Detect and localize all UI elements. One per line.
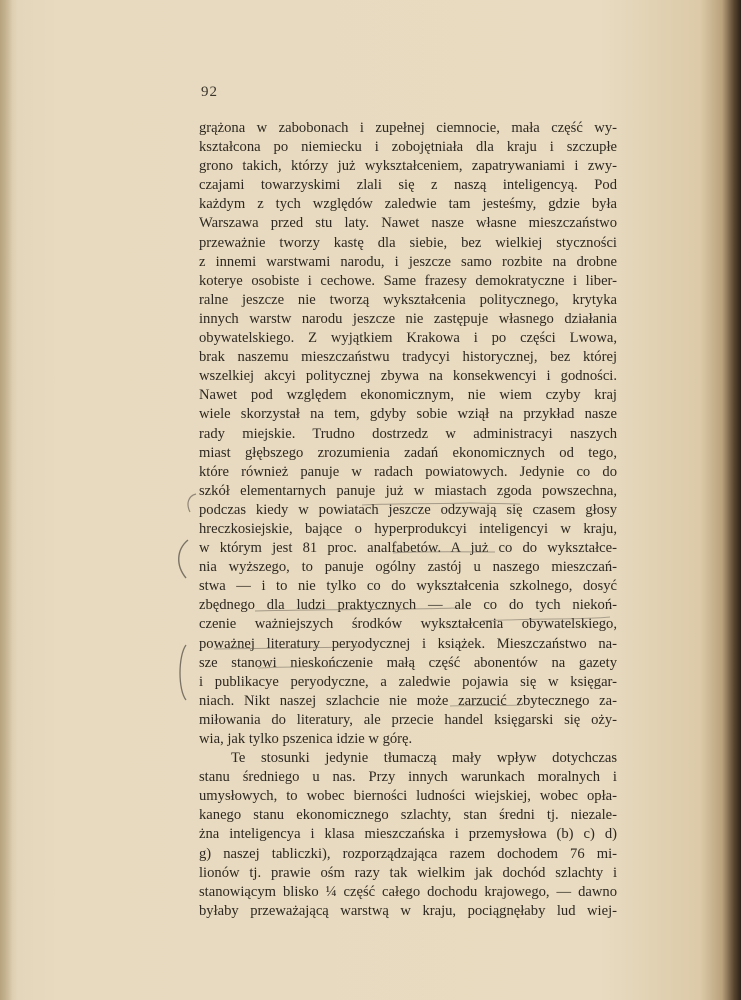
text-line: Nawet pod względem ekonomicznym, nie wiem czyby kraj: [199, 387, 617, 404]
text-line: wiele skorzystał na tem, gdyby sobie wziął na przykład nasze: [199, 406, 617, 423]
text-line: brak naszemu mieszczaństwu tradycyi historycznej, bez której: [199, 349, 617, 366]
text-line: zbędnego dla ludzi praktycznych — ale co do tych niekoń-: [199, 597, 617, 614]
text-line: żna inteligencya i klasa mieszczańska i przemysłowa (b) c) d): [199, 826, 617, 843]
text-line: przeważnie tworzy kastę dla siebie, bez wielkiej styczności: [199, 234, 617, 251]
text-line: stanowiącym blisko ¼ część całego dochodu krajowego, — dawno: [199, 883, 617, 900]
text-line: każdym z tych względów zaledwie tam jesteśmy, gdzie była: [199, 196, 617, 213]
text-line: byłaby przeważającą warstwą w kraju, pociągnęłaby lud wiej-: [199, 902, 617, 919]
text-line: sze stanowi nieskończenie małą część abonentów na gazety: [199, 654, 617, 671]
text-line: wszelkiej akcyi politycznej zbywa na konsekwencyi i godności.: [199, 368, 617, 385]
paragraph-1: [199, 119, 617, 749]
page-number: 92: [201, 84, 218, 100]
text-line: które również panuje w radach powiatowych. Jedynie co do: [199, 463, 617, 480]
text-line: poważnej literatury peryodycznej i książek. Mieszczaństwo na-: [199, 635, 617, 652]
text-line: lionów tj. prawie ośm razy tak wielkim jak dochód szlachty i: [199, 864, 617, 881]
text-line: hreczkosiejskie, bające o hyperprodukcyi inteligencyi w kraju,: [199, 520, 617, 537]
pencil-bracket-mark: [179, 540, 188, 578]
text-line: podczas kiedy w powiatach jeszcze odzywają się czasem głosy: [199, 501, 617, 518]
paragraph-2: [199, 749, 617, 921]
text-line: nia wyższego, to panuje ogólny zastój u naszego mieszczań-: [199, 559, 617, 576]
text-line: grążona w zabobonach i zupełnej ciemnocie, mała część wy-: [199, 120, 617, 136]
text-line: obywatelskiego. Z wyjątkiem Krakowa i po części Lwowa,: [199, 330, 617, 347]
text-line: szkół elementarnych panuje już w miastach zgoda powszechna,: [199, 482, 617, 499]
text-line: ralne jeszcze nie tworzą wykształcenia politycznego, krytyka: [199, 291, 617, 308]
body-text: [199, 119, 617, 921]
text-line: umysłowych, to wobec bierności ludności wiejskiej, wobec opła-: [199, 788, 617, 805]
text-line: kanego stanu ekonomicznego szlachty, stan średni tj. niezale-: [199, 807, 617, 824]
pencil-bracket-mark: [188, 494, 196, 512]
page-edge-shadow: [0, 0, 12, 1000]
pencil-bracket-mark: [180, 645, 186, 700]
text-line: rady miejskie. Trudno dostrzedz w administracyi naszych: [199, 425, 617, 442]
text-line: Te stosunki jedynie tłumaczą mały wpływ dotychczas: [231, 750, 617, 767]
text-line: stwa — i to nie tylko co do wykształcenia szkolnego, dosyć: [199, 578, 617, 595]
text-line: g) naszej tabliczki), rozporządzająca razem dochodem 76 mi-: [199, 845, 617, 862]
text-line: i publikacye peryodyczne, a zaledwie pojawia się w księgar-: [199, 673, 617, 690]
text-line: miast głębszego zrozumienia zadań ekonomicznych od tego,: [199, 444, 617, 461]
text-line: innych warstw narodu jeszcze nie zastępuje własnego działania: [199, 310, 617, 327]
text-line: grono takich, którzy już wykształceniem, zapatrywaniami i zwy-: [199, 158, 617, 175]
text-line: miłowania do literatury, ale przecie handel księgarski się oży-: [199, 711, 617, 728]
text-line: koterye osobiste i cechowe. Same frazesy demokratyczne i liber-: [199, 272, 617, 289]
text-line: niach. Nikt naszej szlachcie nie może zarzucić zbytecznego za-: [199, 692, 617, 709]
text-line: z innemi warstwami narodu, i jeszcze samo rozbite na drobne: [199, 253, 617, 270]
text-line: stanu średniego u nas. Przy innych warunkach moralnych i: [199, 769, 617, 786]
text-line: kształcona po niemiecku i zobojętniała dla kraju i szczupłe: [199, 139, 617, 156]
text-line: czajami towarzyskimi zlali się z naszą inteligencyą. Pod: [199, 177, 617, 194]
text-line: w którym jest 81 proc. analfabetów. A już co do wykształce-: [199, 540, 617, 557]
text-line: wia, jak tylko pszenica idzie w górę.: [199, 731, 413, 747]
text-line: czenie ważniejszych środków wykształcenia obywatelskiego,: [199, 616, 617, 633]
text-line: Warszawa przed stu laty. Nawet nasze własne mieszczaństwo: [199, 215, 617, 232]
